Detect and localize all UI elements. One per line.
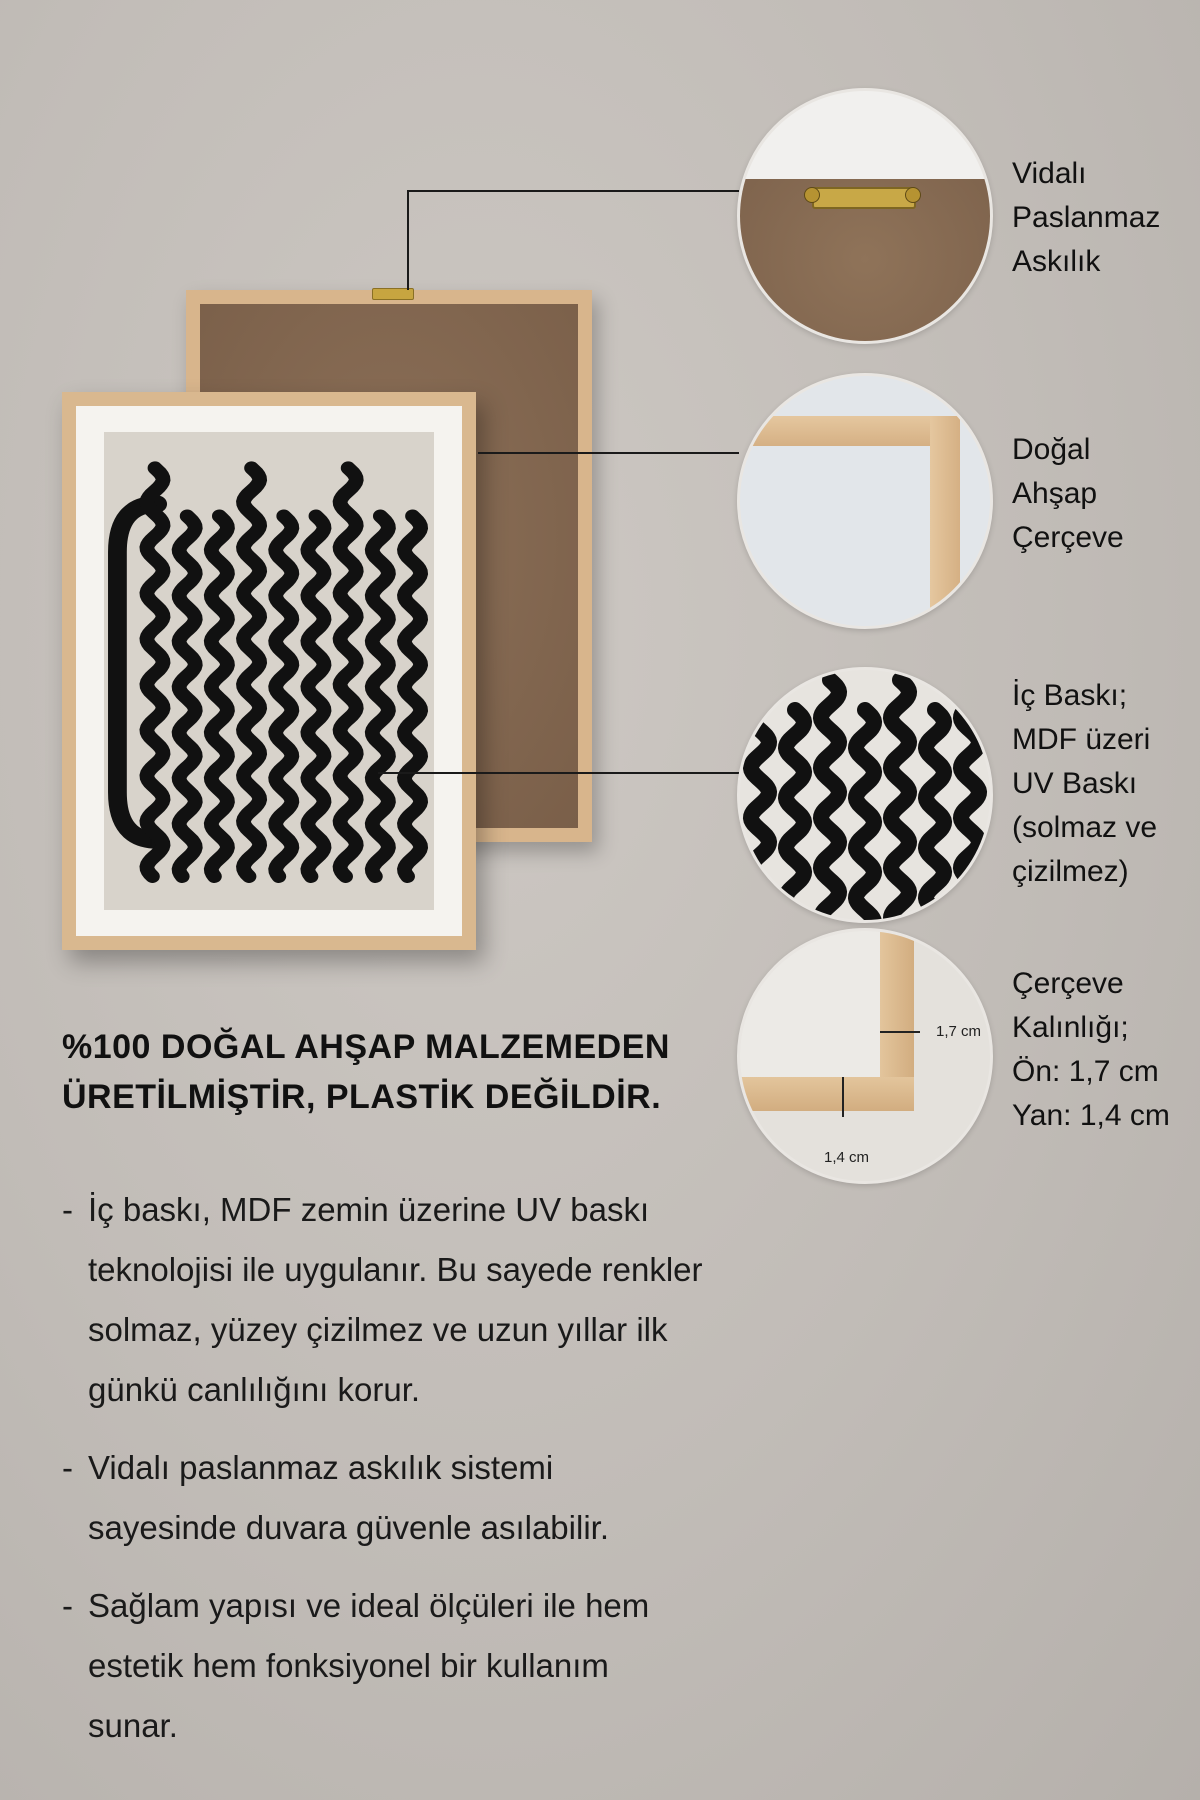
callout-print (1012, 674, 1157, 894)
callout-line: Paslanmaz (1012, 201, 1161, 234)
callout-line: çizilmez) (1012, 855, 1129, 888)
connector-line-print (378, 772, 739, 774)
wavy-stroke (147, 468, 163, 876)
wavy-stroke (404, 516, 420, 876)
wavy-stroke (821, 680, 839, 920)
feature-item (62, 1438, 762, 1558)
callout-line: İç Baskı; (1012, 679, 1128, 712)
bullet-dash: - (62, 1191, 73, 1228)
connector-line-hanger-v (407, 190, 409, 290)
callout-hanger (1012, 152, 1160, 284)
callout-line: Yan: 1,4 cm (1012, 1099, 1170, 1132)
wavy-stroke (786, 710, 804, 920)
wavy-stroke (372, 516, 388, 876)
callout-line: Askılık (1012, 245, 1101, 278)
callout-thickness (1012, 962, 1170, 1138)
callout-line: Vidalı (1012, 157, 1087, 190)
dimension-marker-side (842, 1077, 844, 1117)
callout-line: Ön: 1,7 cm (1012, 1055, 1159, 1088)
feature-item (62, 1576, 762, 1756)
wavy-stroke (891, 680, 909, 920)
wavy-stroke (926, 710, 944, 920)
callout-line: MDF üzeri (1012, 723, 1151, 756)
screw-icon (804, 187, 820, 203)
print-detail-circle (737, 667, 993, 923)
feature-line: estetik hem fonksiyonel bir kullanım (88, 1647, 609, 1684)
callout-frame (1012, 428, 1124, 560)
feature-line: sayesinde duvara güvenle asılabilir. (88, 1509, 609, 1546)
frame-bottom-rail (740, 1077, 914, 1111)
dimension-label-front: 1,7 cm (936, 1023, 982, 1040)
wavy-stroke (179, 516, 195, 876)
callout-line: (solmaz ve (1012, 811, 1158, 844)
wavy-stroke (244, 468, 260, 876)
callout-line: Çerçeve (1012, 967, 1124, 1000)
feature-line: teknolojisi ile uygulanır. Bu sayede renkler (88, 1251, 703, 1288)
frame-top-rail (740, 416, 960, 446)
connector-line-hanger-h (407, 190, 739, 192)
print-zoom-artwork (740, 670, 990, 920)
feature-line: solmaz, yüzey çizilmez ve uzun yıllar ilk (88, 1311, 668, 1348)
hanger-detail-circle (737, 88, 993, 344)
dimension-marker-front (880, 1031, 920, 1033)
headline-line: ÜRETİLMİŞTİR, PLASTİK DEĞİLDİR. (62, 1078, 662, 1116)
callout-line: Ahşap (1012, 477, 1098, 510)
wavy-stroke (751, 680, 769, 920)
connector-line-frame (478, 452, 739, 454)
feature-line: sunar. (88, 1707, 178, 1744)
feature-line: Vidalı paslanmaz askılık sistemi (88, 1449, 554, 1486)
feature-line: günkü canlılığını korur. (88, 1371, 421, 1408)
wavy-stroke (856, 710, 874, 920)
feature-line: Sağlam yapısı ve ideal ölçüleri ile hem (88, 1587, 650, 1624)
headline-line: %100 DOĞAL AHŞAP MALZEMEDEN (62, 1028, 670, 1066)
callout-line: Çerçeve (1012, 521, 1124, 554)
wavy-stroke (308, 516, 324, 876)
poster-print (104, 432, 434, 910)
feature-list (62, 1180, 762, 1774)
front-frame (62, 392, 476, 950)
callout-line: UV Baskı (1012, 767, 1138, 800)
headline (62, 1022, 702, 1122)
bullet-dash: - (62, 1449, 73, 1486)
chill-artwork (104, 432, 434, 910)
hanger-hook-icon (812, 187, 916, 209)
wavy-stroke (276, 516, 292, 876)
callout-line: Doğal (1012, 433, 1091, 466)
feature-item (62, 1180, 762, 1420)
wavy-stroke (211, 516, 227, 876)
feature-line: İç baskı, MDF zemin üzerine UV baskı (88, 1191, 650, 1228)
frame-side-rail (930, 416, 960, 629)
wavy-stroke (340, 468, 356, 876)
frame-inner (740, 931, 880, 1077)
thickness-detail-circle (737, 928, 993, 1184)
screw-icon (905, 187, 921, 203)
wood-frame-detail-circle (737, 373, 993, 629)
callout-line: Kalınlığı; (1012, 1011, 1129, 1044)
bullet-dash: - (62, 1587, 73, 1624)
wavy-stroke (961, 680, 979, 920)
dimension-label-side: 1,4 cm (824, 1149, 870, 1166)
